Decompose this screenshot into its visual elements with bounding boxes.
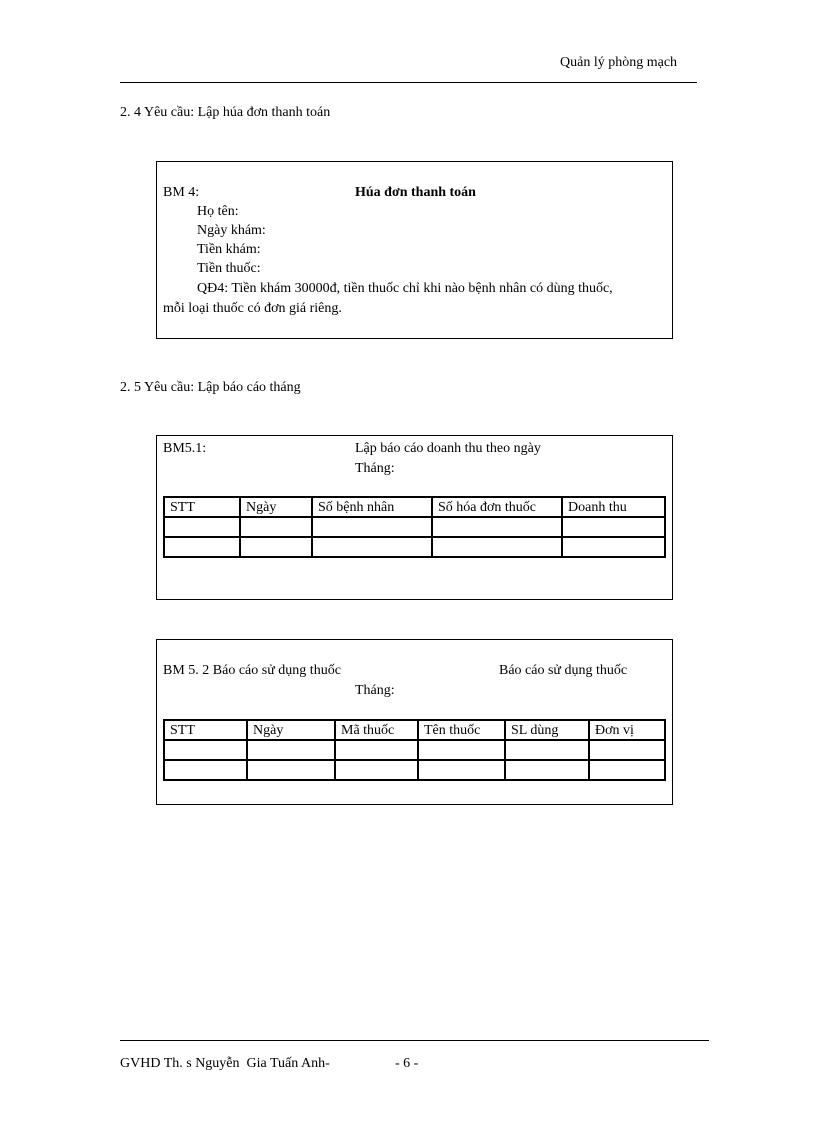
bm51-table	[163, 496, 666, 558]
bm4-field-medicine-fee: Tiền thuốc:	[197, 261, 261, 276]
column-header-date: Ngày	[240, 497, 312, 517]
table-row	[164, 517, 665, 537]
section-2-4-heading: 2. 4 Yêu cầu: Lập húa đơn thanh toán	[120, 105, 331, 120]
column-header-prescription-count: Số hóa đơn thuốc	[432, 497, 562, 517]
bm4-field-exam-fee: Tiền khám:	[197, 242, 261, 257]
table-cell	[335, 740, 418, 760]
table-row	[164, 740, 665, 760]
table-cell	[312, 517, 432, 537]
column-header-patient-count: Số bệnh nhân	[312, 497, 432, 517]
bm52-code: BM 5. 2 Báo cáo sử dụng thuốc	[163, 663, 341, 678]
table-cell	[505, 740, 589, 760]
table-cell	[164, 517, 240, 537]
table-header-row	[164, 497, 665, 517]
header-rule	[120, 82, 697, 83]
table-cell	[247, 760, 335, 780]
table-cell	[589, 740, 665, 760]
column-header-medicine-code: Mã thuốc	[335, 720, 418, 740]
table-cell	[505, 760, 589, 780]
column-header-date: Ngày	[247, 720, 335, 740]
table-row	[164, 760, 665, 780]
bm4-field-name: Họ tên:	[197, 204, 239, 219]
table-row	[164, 537, 665, 557]
column-header-medicine-name: Tên thuốc	[418, 720, 505, 740]
bm52-table	[163, 719, 666, 781]
column-header-stt: STT	[164, 720, 247, 740]
table-cell	[247, 740, 335, 760]
table-cell	[312, 537, 432, 557]
table-cell	[432, 537, 562, 557]
table-cell	[164, 760, 247, 780]
bm52-title: Báo cáo sử dụng thuốc	[499, 663, 628, 678]
bm51-title: Lập báo cáo doanh thu theo ngày	[355, 441, 541, 456]
table-cell	[164, 740, 247, 760]
bm4-code: BM 4:	[163, 185, 200, 200]
running-header: Quản lý phòng mạch	[560, 55, 678, 70]
bm51-month-label: Tháng:	[355, 461, 395, 476]
table-cell	[562, 537, 665, 557]
bm51-form-box	[156, 435, 673, 600]
table-cell	[164, 537, 240, 557]
table-cell	[589, 760, 665, 780]
bm4-rule-line2: mỗi loại thuốc có đơn giá riêng.	[163, 301, 342, 316]
bm52-month-label: Tháng:	[355, 683, 395, 698]
table-cell	[418, 760, 505, 780]
table-cell	[432, 517, 562, 537]
footer-rule	[120, 1040, 709, 1041]
footer-instructor: GVHD Th. s Nguyễn Gia Tuấn Anh-	[120, 1056, 330, 1071]
column-header-quantity-used: SL dùng	[505, 720, 589, 740]
bm52-form-box	[156, 639, 673, 805]
table-cell	[240, 517, 312, 537]
bm4-title: Húa đơn thanh toán	[355, 185, 476, 200]
section-2-5-heading: 2. 5 Yêu cầu: Lập báo cáo tháng	[120, 380, 301, 395]
bm4-rule-line1: QĐ4: Tiền khám 30000đ, tiền thuốc chỉ khi nào bệnh nhân có dùng thuốc,	[197, 281, 613, 296]
table-header-row	[164, 720, 665, 740]
bm4-form-box	[156, 161, 673, 339]
column-header-stt: STT	[164, 497, 240, 517]
bm4-field-exam-date: Ngày khám:	[197, 223, 266, 238]
bm51-code: BM5.1:	[163, 441, 207, 456]
page-number: - 6 -	[395, 1056, 419, 1071]
table-cell	[562, 517, 665, 537]
table-cell	[335, 760, 418, 780]
column-header-revenue: Doanh thu	[562, 497, 665, 517]
table-cell	[240, 537, 312, 557]
table-cell	[418, 740, 505, 760]
column-header-unit: Đơn vị	[589, 720, 665, 740]
